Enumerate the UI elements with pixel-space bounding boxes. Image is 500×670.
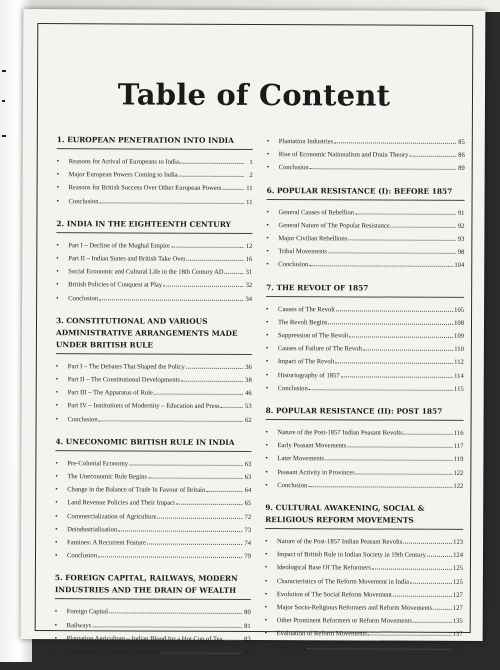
page-number: 83 [244,635,251,643]
dot-leader [176,504,242,505]
bullet-icon: • [266,220,269,229]
dot-leader [336,310,453,312]
dot-leader [325,460,453,462]
entry-title: Conclusion [277,384,308,393]
dot-leader [334,142,456,144]
dot-leader [221,407,243,408]
page-number: 127 [452,591,463,599]
entry-title: The Revolt Begins [277,318,328,327]
entry-title: General Causes of Rebellion [278,208,355,217]
bullet-icon: • [56,183,60,192]
section-heading: 5. FOREIGN CAPITAL, RAILWAYS, MODERN INDUSTRIES AND THE DRAIN OF WEALTH [55,573,251,601]
toc-entry [267,148,465,162]
toc-section [55,436,252,563]
entry-title: Historiography of 1857 [277,371,340,380]
dot-leader [179,176,244,177]
page-number: 122 [453,482,464,490]
page-number: 2 [249,172,253,180]
entry-title: Reasons for British Success Over Other European Powers [68,184,222,193]
page-number: 12 [245,242,253,250]
dot-leader [433,609,452,610]
page-number: 64 [244,487,252,495]
toc-entry [265,548,463,562]
toc-entry [267,135,465,149]
entry-title: Major Civilian Rebellions [278,235,348,243]
page-number: 53 [245,403,252,411]
page-number: 123 [453,538,464,546]
page-number: 114 [454,372,464,380]
page-number: 98 [457,249,465,257]
bullet-icon: • [266,247,269,256]
entry-title: The Uneconomic Rule Begins [67,473,148,481]
toc-entry [266,245,464,259]
page-number: 79 [244,553,252,561]
entry-title: Plantation Agriculture – Indian Blood for a Hot Cup of Tea [66,635,223,643]
page-number: 80 [244,609,251,617]
dot-leader [206,491,242,492]
page-number: 91 [457,209,465,217]
dot-leader [99,420,243,422]
section-heading: 7. THE REVOLT OF 1857 [266,282,464,298]
toc-section [56,315,252,427]
dot-leader [154,394,243,395]
page-number: 104 [454,262,465,270]
entry-title: Peasant Activity in Provinces [277,468,355,477]
toc-entry [265,575,463,589]
bullet-icon: • [56,157,60,166]
page-number: 89 [458,165,465,173]
bullet-icon: • [266,137,270,146]
dot-leader [341,376,453,377]
bullet-icon: • [55,498,58,507]
entry-title: Conclusion [66,552,98,560]
bullet-icon: • [265,331,269,340]
entry-title: General Nature of The Popular Resistance [278,221,390,230]
book-page [21,9,486,657]
entry-title: Evaluation of Reform Movements [276,630,367,638]
dot-leader [391,226,456,227]
entry-title: Major European Powers Coming to India [68,171,178,179]
page-number: 117 [453,443,464,451]
entry-title: Land Revenue Policies and Their Impact [67,499,175,508]
dot-leader [147,544,242,545]
dot-leader [308,648,452,650]
bullet-icon: • [264,563,268,572]
page-number: 36 [245,363,252,371]
dot-leader [404,434,453,435]
entry-title: Causes of Failure of The Revolt [277,345,363,353]
entry-title: Part I – Decline of the Mughal Empire [68,242,170,250]
toc-entry [265,588,463,602]
bullet-icon: • [266,207,269,216]
dot-leader [222,189,243,190]
dot-leader [225,273,244,274]
page-number: 125 [453,565,463,573]
toc-entry [265,466,463,480]
bullet-icon: • [265,537,268,546]
bullet-icon: • [265,441,268,450]
dot-leader [92,626,241,628]
page-number: 137 [452,631,463,639]
entry-title: Conclusion [277,481,308,490]
toc-entry [266,382,464,396]
entry-title: Deindustrialisation [67,526,118,534]
toc-entry [57,195,253,209]
entry-title: Reasons for Arrival of Europeans to India [68,158,179,166]
entry-title: Conclusion [278,164,309,172]
section-heading: 4. UNECONOMIC BRITISH RULE IN INDIA [55,436,251,452]
toc-entry [55,470,251,484]
entry-title: Nature of the Post-1857 Indian Peasant Revolts [277,538,403,546]
toc-entry [265,614,463,628]
bullet-icon: • [54,551,58,560]
dot-leader [356,473,453,474]
toc-entry [266,426,464,440]
toc-entry [55,497,251,511]
bullet-icon: • [54,607,58,616]
toc-entry [55,510,251,524]
dot-leader [363,350,453,351]
entry-title: Major Socio-Religious Reformers and Reform Movements [276,604,433,612]
toc-entry [56,373,252,387]
bullet-icon: • [265,357,269,366]
bullet-icon: • [265,317,269,326]
entry-title: Part I – The Debates That Shaped the Policy [67,363,185,371]
bullet-icon: • [264,616,268,625]
toc-entry [56,252,252,266]
toc-entry [56,279,252,293]
bullet-icon: • [265,428,269,437]
page-number: 34 [245,295,253,303]
page-number: 109 [454,332,464,340]
dot-leader [309,266,453,268]
toc-left-column [54,134,252,669]
toc-section [267,135,465,175]
dot-leader [393,595,452,596]
dot-leader [171,246,243,247]
toc-entry [55,536,251,550]
toc-entry [56,239,252,253]
page-number: 110 [454,346,464,354]
entry-title: Conclusion [67,415,98,423]
section-heading: 1. EUROPEAN PENETRATION INTO INDIA [57,134,253,150]
page-number: 73 [244,526,252,534]
dot-leader [181,381,243,382]
toc-entry [265,479,463,493]
entry-title: Suppression of The Revolt [277,332,349,340]
page-number: 32 [245,282,253,290]
toc-entry [267,161,465,175]
entry-title: Tribal Movements [278,248,328,256]
page-number: 38 [245,376,252,385]
entry-title: Part II – Indian States and British Take Over [68,255,186,263]
dot-leader [372,569,452,570]
bullet-icon: • [56,280,59,289]
entry-title: Impact of British Rule in Indian Society in 19th Century [276,551,426,560]
bullet-icon: • [55,472,58,481]
toc-entry [266,258,464,272]
toc-entry [55,606,251,620]
dot-leader [109,613,242,615]
dot-leader [347,447,452,448]
page-title: Table of Content [117,77,391,113]
page-number: 11 [246,198,253,206]
toc-entry [56,400,252,414]
bullet-icon: • [265,454,268,463]
toc-section [266,282,464,396]
bullet-icon: • [56,170,60,179]
toc-entry [266,316,464,330]
page-number: 81 [244,622,251,630]
dot-leader [328,323,453,325]
bullet-icon: • [265,480,268,489]
page-number: 31 [245,269,253,277]
bullet-icon: • [266,150,270,159]
bullet-icon: • [56,254,59,263]
bullet-icon: • [54,647,58,656]
dot-leader [413,622,452,623]
toc-entry [266,206,464,220]
dot-leader [187,260,244,261]
page-number: 63 [244,460,252,468]
toc-entry [266,355,464,369]
dot-leader [160,653,241,654]
dot-leader [368,635,452,636]
toc-entry [266,329,464,343]
bullet-icon: • [55,361,59,370]
bullet-icon: • [54,620,58,629]
dot-leader [310,169,456,171]
bullet-icon: • [55,458,58,467]
dot-leader [403,543,452,544]
bullet-icon: • [266,163,270,172]
entry-title: Development of Modern Industries [66,648,160,656]
page-number: 108 [454,319,465,327]
page-number: 85 [458,138,465,146]
bullet-icon: • [55,485,58,494]
bullet-icon: • [55,414,59,423]
page-number: 122 [453,469,464,477]
toc-entry [265,628,463,642]
bullet-icon: • [55,375,59,384]
bullet-icon: • [55,388,59,397]
entry-title: British Policies of Conquest at Play [68,281,163,290]
toc-entry [265,453,463,467]
page-number: 86 [458,152,465,160]
entry-title: Ideological Base Of The Reformers [276,564,371,572]
dot-leader [308,486,452,488]
bullet-icon: • [265,370,269,379]
page-number: 84 [243,649,251,657]
toc-section [55,573,251,660]
bullet-icon: • [266,234,269,243]
page-number: 65 [244,500,252,508]
page-number: 74 [244,540,252,548]
bullet-icon: • [56,267,59,276]
toc-entry [266,232,464,246]
entry-title: Conclusion [68,294,99,302]
toc-entry [57,182,253,196]
entry-title: Foreign Capital [66,608,108,616]
page-number: 105 [454,306,465,314]
entry-title: Conclusion [68,197,99,205]
page-number: 135 [452,618,463,626]
toc-entry [265,562,463,576]
toc-entry [266,303,464,317]
section-heading: 9. CULTURAL AWAKENING, SOCIAL & RELIGIOUS REFORM MOVEMENTS [265,502,463,530]
bullet-icon: • [264,576,268,585]
bullet-icon: • [55,538,58,547]
toc-section [266,185,464,273]
dot-leader [410,582,452,583]
toc-entry [56,265,252,279]
bullet-icon: • [55,524,58,534]
toc-entry [266,219,464,233]
toc-section [265,502,464,655]
bullet-icon: • [266,260,269,269]
toc-section [57,134,253,209]
entry-title: Part IV – Institutions of Modernity – Education and Press [67,402,220,411]
dot-leader [309,389,453,391]
dot-leader [180,163,244,164]
toc-entry [265,439,463,453]
bullet-icon: • [264,629,268,638]
page-number: 16 [245,255,253,264]
entry-title: Evolution of The Social Reform Movement [276,590,392,599]
entry-title: Commercialization of Agriculture [67,512,157,521]
page-number: 119 [453,456,464,464]
page-number: 124 [453,552,464,560]
entry-title: Change in the Balance of Trade In Favour of Britain [67,486,206,495]
page-number: 125 [452,578,463,586]
page-number: 1 [249,158,253,166]
page-number: 93 [457,235,465,243]
dot-leader [355,213,455,214]
page-number: 72 [244,513,252,521]
bullet-icon: • [56,293,59,302]
entry-title: Causes of The Revolt [278,305,335,313]
bullet-icon: • [55,401,59,410]
dot-leader [129,464,242,465]
bullet-icon: • [265,344,269,353]
page-number: 112 [454,359,464,367]
dot-leader [328,253,455,255]
dot-leader [118,530,242,532]
entry-title: Plantation Industries [278,138,334,146]
entry-title: Nature of the Post-1857 Indian Peasant Revolts [277,429,403,437]
entry-title: Railways [66,621,92,629]
toc-entry [55,457,251,471]
bullet-icon: • [264,550,268,559]
entry-title: Part II – The Constitutional Developments [67,376,180,384]
page-number: 46 [245,390,252,398]
toc-entry [55,632,251,646]
toc-section [265,405,463,493]
dot-leader [98,557,242,559]
page-number: 63 [244,474,252,482]
dot-leader [158,517,243,518]
bullet-icon: • [56,240,59,249]
toc-entry [57,155,253,169]
entry-title: Other Prominent Reformers or Reform Movements [276,617,413,625]
toc-entry [265,641,463,655]
dot-leader [148,478,242,479]
page-number: 11 [246,185,253,193]
toc-entry [57,168,253,182]
entry-title: Impact of The Revolt [277,358,335,366]
dot-leader [223,640,241,641]
bullet-icon: • [264,589,268,598]
section-heading: 3. CONSTITUTIONAL AND VARIOUS ADMINISTRATIVE ARRANGEMENTS MADE UNDER BRITISH RULE [56,315,252,355]
toc-section [56,218,252,306]
page-number: 92 [457,222,465,230]
dot-leader [99,299,243,301]
bullet-icon: • [264,642,268,651]
dot-leader [409,156,455,157]
toc-entry [266,342,464,356]
entry-title: Part III – The Apparatus of Rule [67,389,153,397]
toc-entry [265,601,463,615]
dot-leader [100,202,244,204]
bullet-icon: • [265,383,269,392]
bullet-icon: • [265,467,268,476]
bullet-icon: • [54,634,58,643]
toc-entry [265,535,463,549]
entry-title: Early Peasant Movements [277,442,347,450]
toc-entry [55,523,251,537]
dot-leader [427,556,452,557]
toc-entry [56,292,252,306]
page-number: 115 [454,385,464,393]
toc-right-column [265,135,465,665]
dot-leader [163,286,243,287]
dot-leader [186,368,243,369]
bullet-icon: • [264,603,268,612]
entry-title: Conclusion [276,643,307,651]
toc-entry [55,645,251,659]
dot-leader [348,239,455,240]
entry-title: Famines: A Recurrent Feature [67,539,146,547]
page-number: 127 [452,604,463,612]
entry-title: Later Movements [277,455,325,463]
toc-entry [55,619,251,633]
toc-entry [56,386,252,400]
section-heading: 6. POPULAR RESISTANCE (I): BEFORE 1857 [267,185,465,201]
section-heading: 2. INDIA IN THE EIGHTEENTH CENTURY [56,218,252,234]
toc-entry [56,360,252,374]
dot-leader [349,336,453,337]
entry-title: Characteristics of The Reform Movement in India [276,577,409,586]
toc-entry [55,549,251,563]
dot-leader [335,363,453,365]
page-number: 138 [452,644,463,652]
bullet-icon: • [55,511,58,520]
entry-title: Conclusion [278,261,309,269]
page-number: 62 [244,416,252,424]
entry-title: Pre-Colonial Economy [67,460,129,468]
entry-title: Rise of Economic Nationalism and Drain Theory [278,151,409,159]
bullet-icon: • [56,196,60,205]
entry-title: Social Economic and Cultural Life in the 18th Century AD [68,268,224,277]
section-heading: 8. POPULAR RESISTANCE (II): POST 1857 [266,405,464,421]
toc-entry [55,483,251,497]
toc-entry [56,413,252,427]
bullet-icon: • [266,304,269,313]
toc-entry [266,369,464,383]
page-number: 116 [453,429,464,437]
